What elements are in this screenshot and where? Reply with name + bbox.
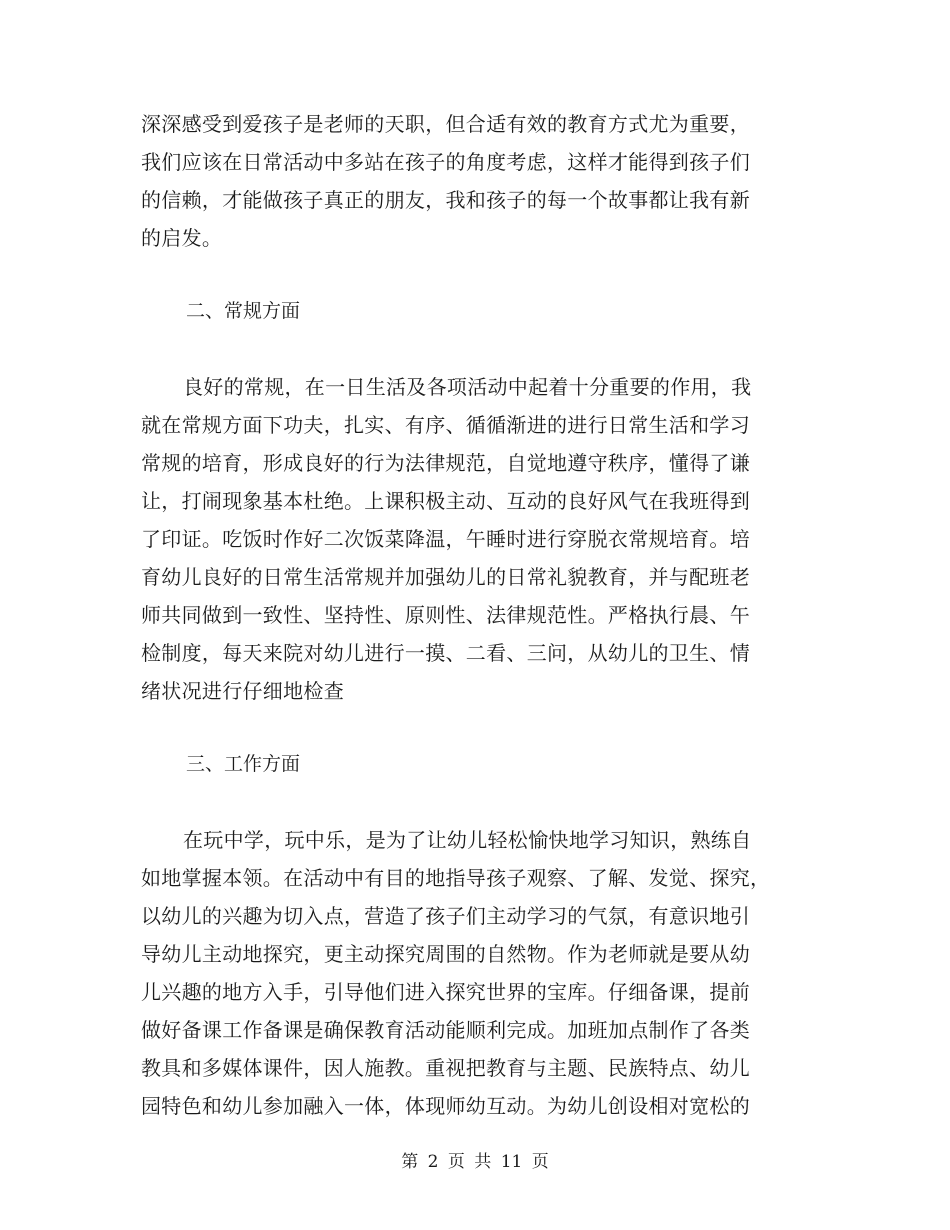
section-3-line-6: 做好备课工作备课是确保教育活动能顺利完成。加班加点制作了各类 [141,1018,750,1042]
section-2-line-4: 让，打闹现象基本杜绝。上课积极主动、互动的良好风气在我班得到 [141,489,750,513]
section-2-line-6: 育幼儿良好的日常生活常规并加强幼儿的日常礼貌教育，并与配班老 [141,565,750,589]
section-2-line-3: 常规的培育，形成良好的行为法律规范，自觉地遵守秩序，懂得了谦 [141,451,750,475]
section-2-line-1: 良好的常规，在一日生活及各项活动中起着十分重要的作用，我 [183,375,752,399]
section-2-line-8: 检制度，每天来院对幼儿进行一摸、二看、三问，从幼儿的卫生、情 [141,641,750,665]
section-3-line-1: 在玩中学，玩中乐，是为了让幼儿轻松愉快地学习知识，熟练自 [183,828,752,852]
section-3-heading: 三、工作方面 [186,753,301,775]
section-2-line-7: 师共同做到一致性、坚持性、原则性、法律规范性。严格执行晨、午 [141,603,750,627]
paragraph-1-line-1: 深深感受到爱孩子是老师的天职，但合适有效的教育方式尤为重要， [141,112,750,136]
section-2-line-5: 了印证。吃饭时作好二次饭菜降温，午睡时进行穿脱衣常规培育。培 [141,527,750,551]
paragraph-1-line-2: 我们应该在日常活动中多站在孩子的角度考虑，这样才能得到孩子们 [141,150,750,174]
section-2-line-2: 就在常规方面下功夫，扎实、有序、循循渐进的进行日常生活和学习 [141,413,750,437]
section-3-line-2: 如地掌握本领。在活动中有目的地指导孩子观察、了解、发觉、探究， [141,866,771,890]
section-2-heading: 二、常规方面 [186,300,301,322]
section-3-line-7: 教具和多媒体课件，因人施教。重视把教育与主题、民族特点、幼儿 [141,1056,750,1080]
section-2-line-9: 绪状况进行仔细地检查 [141,679,344,703]
section-3-line-4: 导幼儿主动地探究，更主动探究周围的自然物。作为老师就是要从幼 [141,942,750,966]
paragraph-1-line-4: 的启发。 [141,226,223,250]
paragraph-1-line-3: 的信赖，才能做孩子真正的朋友，我和孩子的每一个故事都让我有新 [141,188,750,212]
section-3-line-8: 园特色和幼儿参加融入一体，体现师幼互动。为幼儿创设相对宽松的 [141,1094,750,1118]
page-number-footer: 第 2 页 共 11 页 [401,1152,549,1172]
section-3-line-3: 以幼儿的兴趣为切入点，营造了孩子们主动学习的气氛，有意识地引 [141,904,750,928]
section-3-line-5: 儿兴趣的地方入手，引导他们进入探究世界的宝库。仔细备课，提前 [141,980,750,1004]
